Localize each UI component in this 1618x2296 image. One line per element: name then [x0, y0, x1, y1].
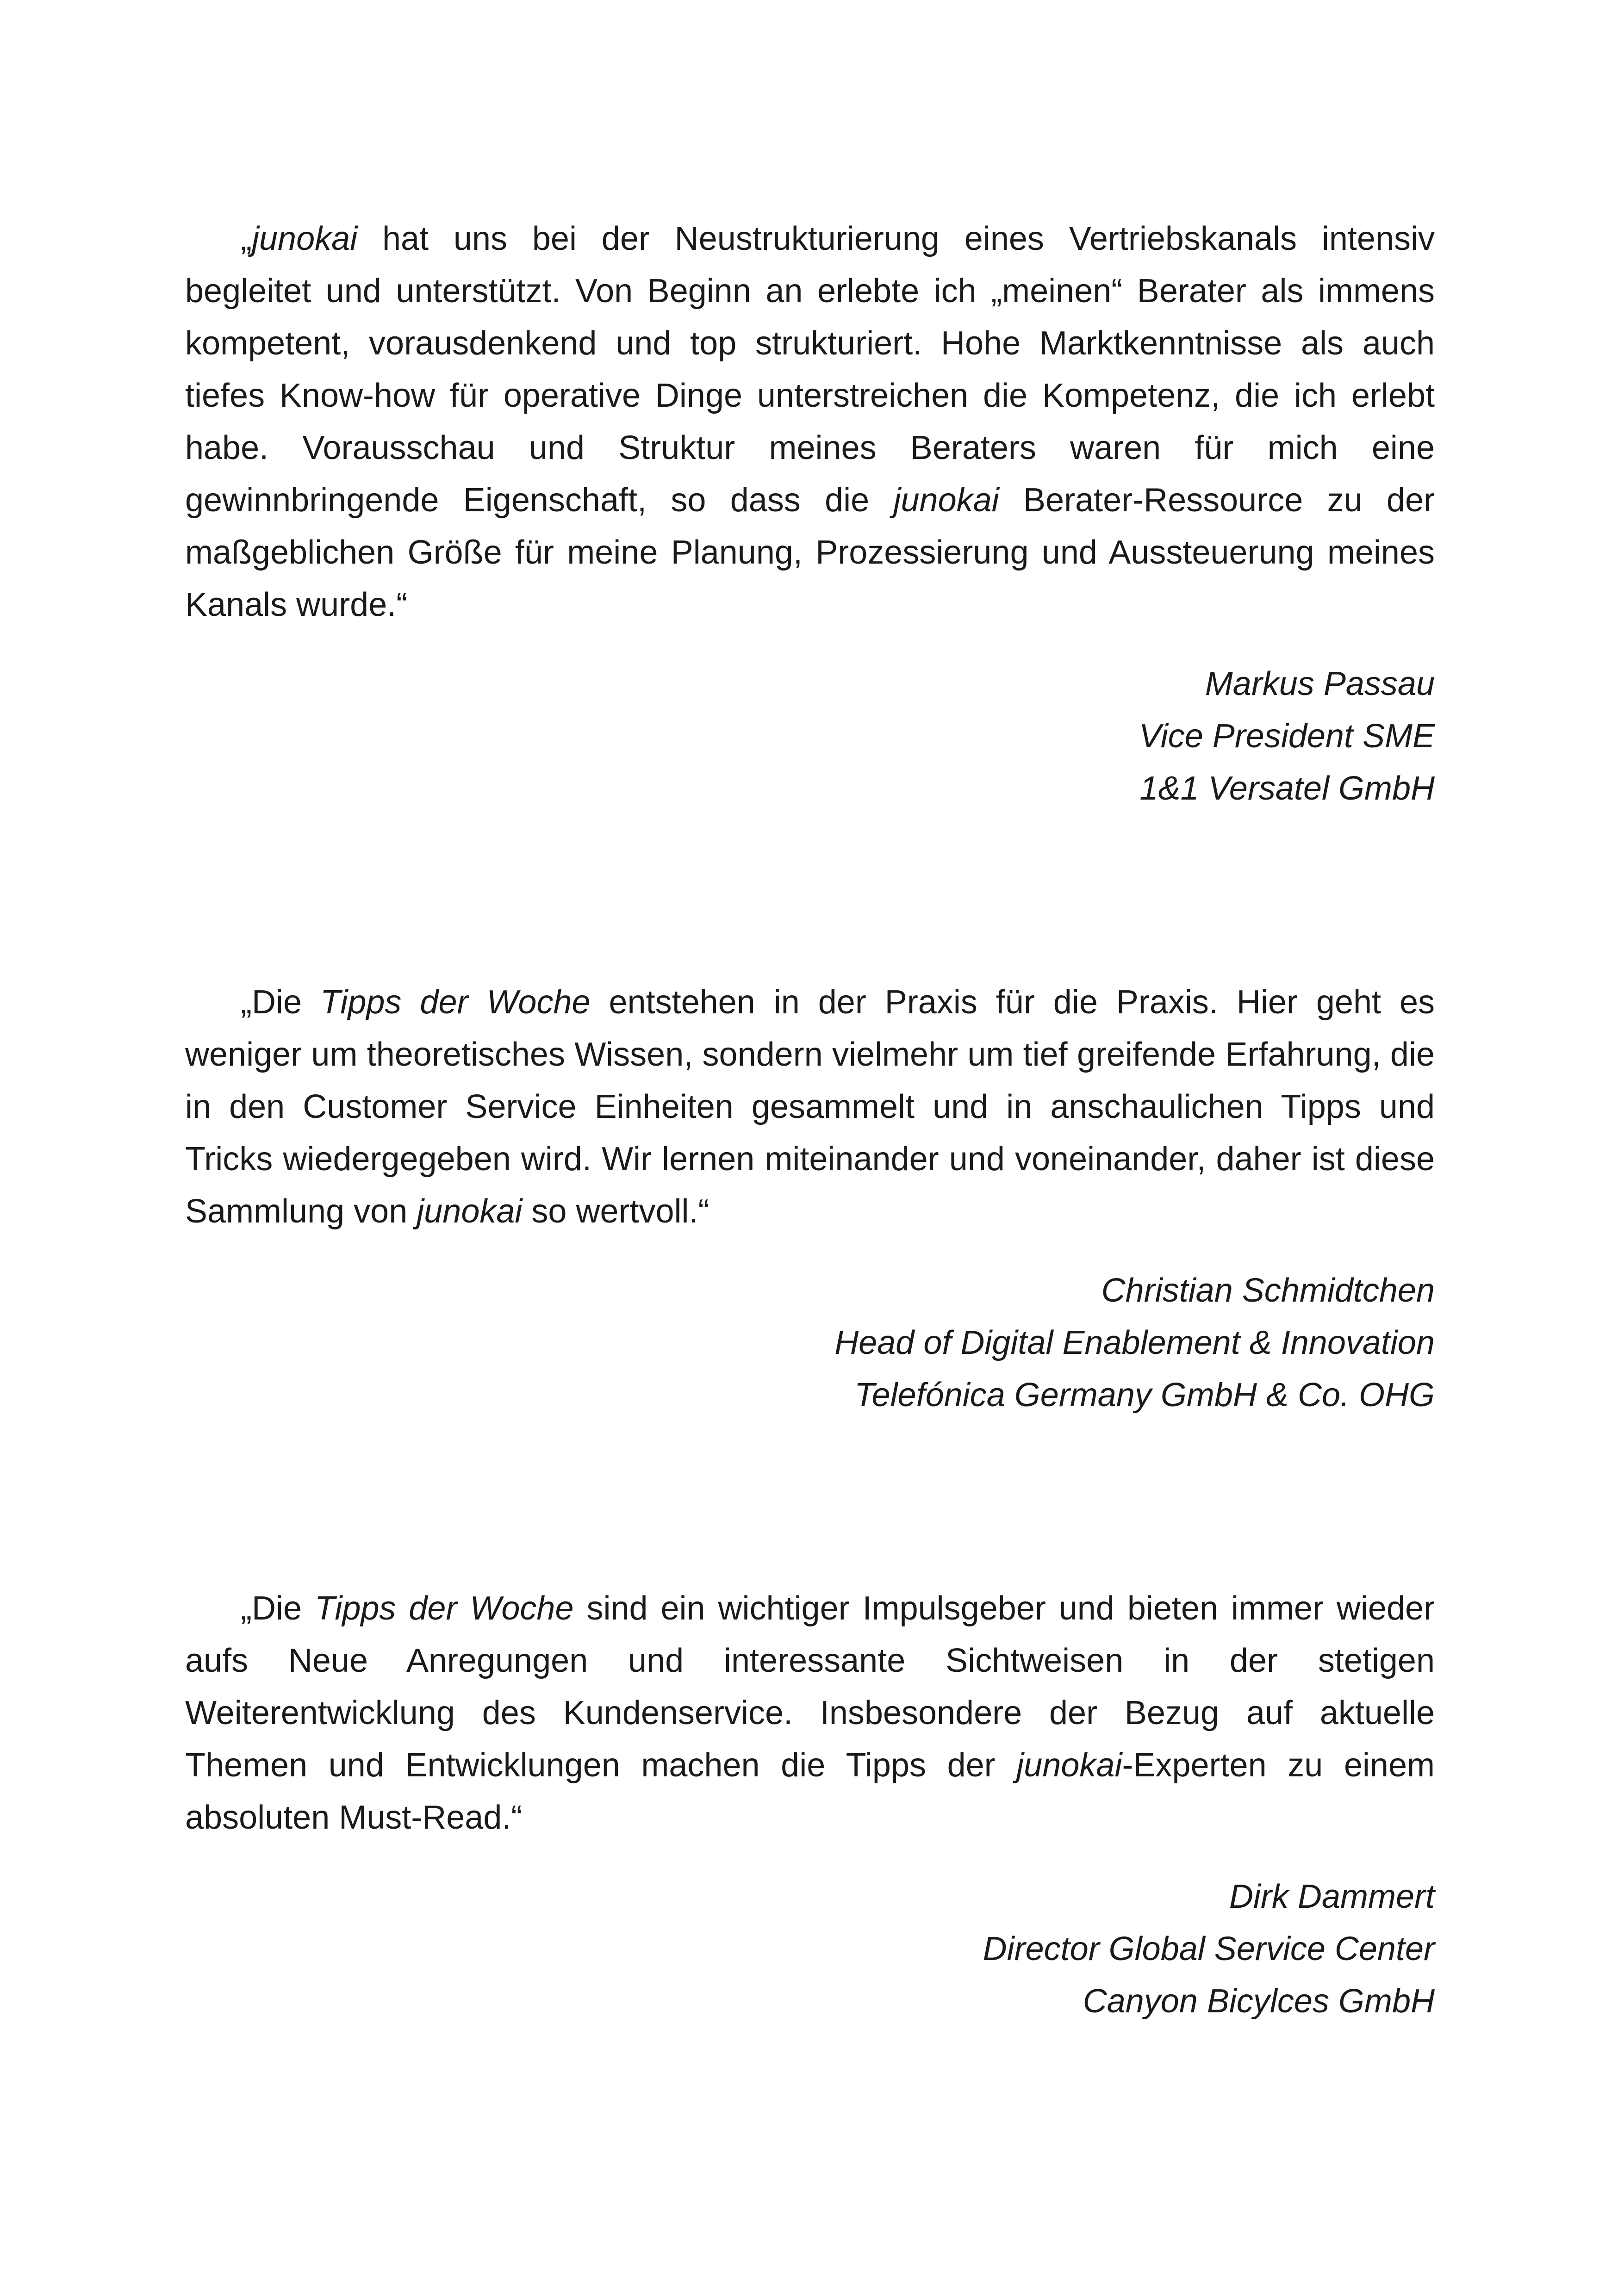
testimonial-attribution: [185, 1871, 1435, 2028]
quote-emphasis: Tipps der Woche: [314, 1590, 574, 1627]
testimonial-quote: [185, 976, 1435, 1238]
quote-text-part: hat uns bei der Neustrukturierung eines Vertriebskanals intensiv begleitet und unterstützt. Von Beginn an erlebte ich „meinen“ Berater als immens kompetent, vorausdenkend und top strukturiert. Hohe Marktkenntnisse als auch tiefes Know-how für operative Dinge unterstreichen die Kompetenz, die ich erlebt habe. Vorausschau und Struktur meines Beraters waren für mich eine gewinnbringende Eigenschaft, so dass die: [185, 220, 1435, 519]
author-company: Canyon Bicylces GmbH: [1083, 1983, 1435, 2020]
author-name: Markus Passau: [1205, 665, 1435, 702]
quote-text-part: entstehen in der Praxis für die Praxis. Hier geht es weniger um theoretisches Wissen, sondern vielmehr um tief greifende Erfahrung, die in den Customer Service Einheiten gesammelt und in anschaulichen Tipps und Tricks wiedergegeben wird. Wir lernen miteinander und voneinander, daher ist diese Sammlung von: [185, 984, 1435, 1230]
testimonial-attribution: [185, 658, 1435, 815]
testimonial-quote: [185, 213, 1435, 631]
testimonial-1: [185, 213, 1435, 815]
quote-text-part: -Experten zu einem absoluten Must-Read.“: [185, 1747, 1435, 1836]
author-company: Telefónica Germany GmbH & Co. OHG: [854, 1377, 1435, 1414]
author-name: Christian Schmidtchen: [1101, 1272, 1435, 1309]
quote-open-mark: „Die: [241, 1590, 315, 1627]
testimonial-quote: [185, 1582, 1435, 1844]
author-role: Head of Digital Enablement & Innovation: [834, 1324, 1435, 1361]
author-name: Dirk Dammert: [1229, 1878, 1435, 1915]
quote-open-mark: „: [241, 220, 252, 257]
author-role: Vice President SME: [1139, 718, 1435, 755]
quote-text-part: sind ein wichtiger Impulsgeber und bieten immer wieder aufs Neue Anregungen und interessante Sichtweisen in der stetigen Weiterentwicklung des Kundenservice. Insbesondere der Bezug auf aktuelle Themen und Entwicklungen machen die Tipps der: [185, 1590, 1435, 1784]
testimonial-3: [185, 1582, 1435, 2028]
quote-text-part: so wertvoll.“: [522, 1193, 709, 1230]
quote-emphasis: junokai: [1016, 1747, 1122, 1784]
quote-text-part: Berater-Ressource zu der maßgeblichen Größe für meine Planung, Prozessierung und Aussteuerung meines Kanals wurde.“: [185, 482, 1435, 623]
testimonial-attribution: [185, 1265, 1435, 1421]
quote-emphasis: junokai: [417, 1193, 523, 1230]
author-role: Director Global Service Center: [983, 1930, 1435, 1967]
author-company: 1&1 Versatel GmbH: [1139, 770, 1435, 807]
quote-emphasis: junokai: [251, 220, 358, 257]
quote-emphasis: junokai: [893, 482, 999, 519]
quote-open-mark: „Die: [241, 984, 320, 1021]
quote-emphasis: Tipps der Woche: [320, 984, 591, 1021]
testimonial-2: [185, 976, 1435, 1421]
